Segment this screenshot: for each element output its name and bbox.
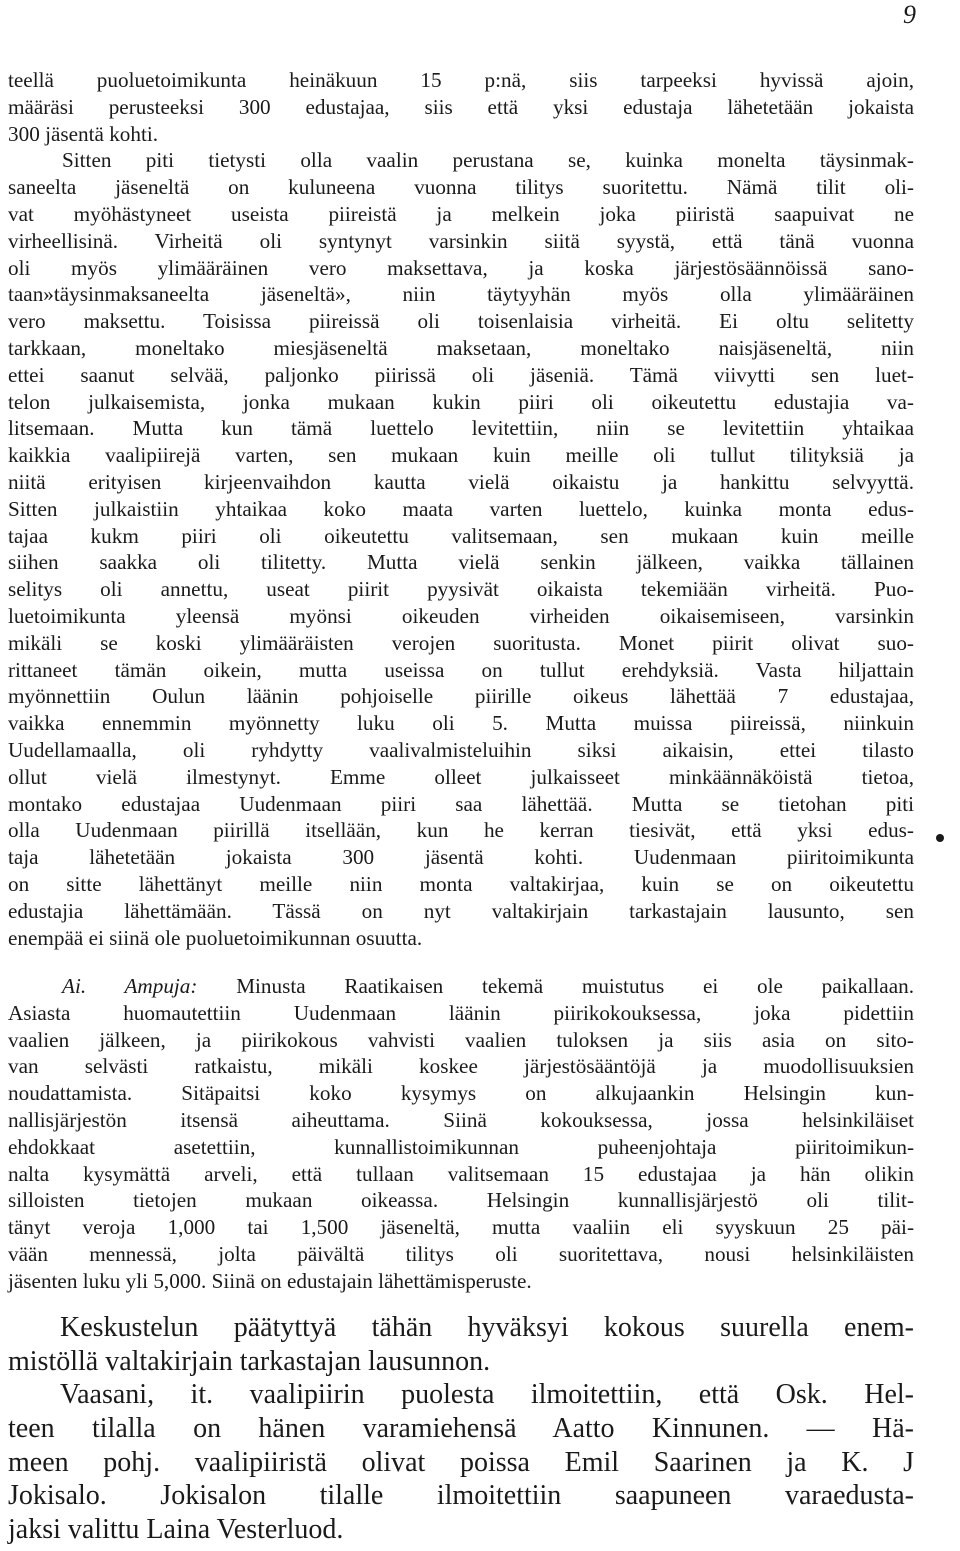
text-line: Asiasta huomautettiin Uudenmaan läänin piirikokouksessa, joka pidettiin — [8, 1000, 914, 1025]
text-line: vaikka ennemmin myönnetty luku oli 5. Mutta muissa piireissä, niinkuin — [8, 711, 914, 736]
text-line: vero maksettu. Toisissa piireissä oli toisenlaisia virheitä. Ei oltu selitetty — [8, 309, 914, 334]
text-line: jäsenten luku yli 5,000. Siinä on edustajain lähettämisperuste. — [8, 1268, 532, 1293]
text-line: olla Uudenmaan piirillä itsellään, kun he kerran tiesivät, että yksi edus- — [8, 818, 914, 843]
text-line: meen pohj. vaalipiiristä olivat poissa Emil Saarinen ja K. J — [8, 1446, 914, 1478]
text-line: van selvästi ratkaistu, mikäli koskee järjestösääntöjä ja muodollisuuksien — [8, 1054, 914, 1079]
text-line: niitä erityisen kirjeenvaihdon kautta vielä oikaistu ja hankittu selvyyttä. — [8, 469, 914, 494]
text-line: luetoimikunta yleensä myönsi oikeuden virheiden oikaisemiseen, varsinkin — [8, 603, 914, 628]
text-line: montako edustajaa Uudenmaan piiri saa lähettää. Mutta se tietohan piti — [8, 791, 914, 816]
text-line: Uudellamaalla, oli ryhdytty vaalivalmisteluihin siksi aikaisin, ettei tilasto — [8, 737, 914, 762]
text-line: taan»täysinmaksaneelta jäseneltä», niin täytyyhän myös olla ylimääräinen — [8, 282, 914, 307]
text-line: kaikkia vaalipiirejä varten, sen mukaan kuin meille oli tullut tilityksiä ja — [8, 443, 914, 468]
text-line: nalta kysymättä arveli, että tullaan valitsemaan 15 edustajaa ja hän olikin — [8, 1161, 914, 1186]
speaker-name: Ai. Ampuja: — [62, 974, 198, 998]
text-line: telon julkaisemista, jonka mukaan kukin piiri oli oikeutettu edustajia va- — [8, 389, 914, 414]
paragraph-ampuja-statement — [8, 973, 914, 1295]
text-line: virheellisinä. Virheitä oli syntynyt varsinkin siitä syystä, että tänä vuonna — [8, 228, 914, 253]
text-line: ehdokkaat asetettiin, kunnallistoimikunnan puheenjohtaja piiritoimikun- — [8, 1134, 914, 1159]
text-line: tajaa kukm piiri oli oikeutettu valitsemaan, sen mukaan kuin meille — [8, 523, 914, 548]
text-line: myönnettiin Oulun läänin pohjoiselle piirille oikeus lähettää 7 edustajaa, — [8, 684, 914, 709]
text-line: noudattamista. Sitäpaitsi koko kysymys on alkujaankin Helsingin kun- — [8, 1081, 914, 1106]
text-line: Jokisalo. Jokisalon tilalle ilmoitettiin saapuneen varaedusta- — [8, 1480, 914, 1512]
text-line: vaalien jälkeen, ja piirikokous vahvisti vaalien tuloksen ja siis asia on sito- — [8, 1027, 914, 1052]
speaker-line-text: Minusta Raatikaisen tekemä muistutus ei ole paikallaan. — [197, 974, 914, 998]
text-line: Sitten piti tietysti olla vaalin perustana se, kuinka monelta täysinmak- — [62, 148, 914, 173]
text-line: tarkkaan, moneltako miesjäseneltä maksetaan, moneltako naisjäseneltä, niin — [8, 335, 914, 360]
text-line: teellä puoluetoimikunta heinäkuun 15 p:nä, siis tarpeeksi hyvissä ajoin, — [8, 68, 914, 92]
text-line: oli myös ylimääräinen vero maksettava, ja koska järjestösäännöissä sano- — [8, 255, 914, 280]
paragraph-announcements — [8, 1378, 914, 1547]
text-line: ollut vielä ilmestynyt. Emme olleet julkaisseet minkäännäköistä tietoa, — [8, 764, 914, 789]
margin-dot — [936, 834, 944, 842]
text-line: mistöllä valtakirjain tarkastajan lausunnon. — [8, 1345, 491, 1377]
paragraph-report — [8, 67, 914, 951]
text-line: teen tilalla on hänen varamiehensä Aatto Kinnunen. — Hä- — [8, 1412, 914, 1444]
text-line: on sitte lähettänyt meille niin monta valtakirjaa, kuin se on oikeutettu — [8, 871, 914, 896]
text-line: edustajia lähettämään. Tässä on nyt valtakirjain tarkastajain lausunto, sen — [8, 898, 914, 923]
text-line: tänyt veroja 1,000 tai 1,500 jäseneltä, mutta vaaliin eli syyskuun 25 päi- — [8, 1215, 914, 1240]
text-line: jaksi valittu Laina Vesterluod. — [8, 1514, 344, 1546]
text-line: enempää ei siinä ole puoluetoimikunnan osuutta. — [8, 925, 423, 950]
text-line: mikäli se koski ylimääräisten verojen suoritusta. Monet piirit olivat suo- — [8, 630, 914, 655]
text-line: 300 jäsentä kohti. — [8, 121, 159, 146]
page-number: 9 — [903, 0, 916, 29]
text-line: Keskustelun päätyttyä tähän hyväksyi kokous suurella enem- — [60, 1312, 914, 1343]
paragraph-decision — [8, 1311, 914, 1379]
text-line: selitys oli annettu, useat piirit pyysivät oikaista tekemiään virheitä. Puo- — [8, 577, 914, 602]
text-line: ettei saanut selvää, paljonko piirissä oli jäseniä. Tämä viivytti sen luet- — [8, 362, 914, 387]
text-line: vään mennessä, jolta päivältä tilitys oli suoritettava, nousi helsinkiläisten — [8, 1241, 914, 1266]
text-line: rittaneet tämän oikein, mutta useissa on tullut erehdyksiä. Vasta hiljattain — [8, 657, 914, 682]
text-line: vat myöhästyneet useista piireistä ja melkein joka piiristä saapuivat ne — [8, 201, 914, 226]
text-line: siihen saakka oli tilitetty. Mutta vielä senkin jälkeen, vaikka tällainen — [8, 550, 914, 575]
text-line: litsemaan. Mutta kun tämä luettelo levitettiin, niin se levitettiin yhtaikaa — [8, 416, 914, 441]
text-line: nallisjärjestön itsensä aiheuttama. Siinä kokouksessa, jossa helsinkiläiset — [8, 1107, 914, 1132]
text-line: Sitten julkaistiin yhtaikaa koko maata varten luettelo, kuinka monta edus- — [8, 496, 914, 521]
speaker-line — [8, 973, 914, 1000]
text-line: silloisten tietojen mukaan oikeassa. Helsingin kunnallisjärjestö oli tilit- — [8, 1188, 914, 1213]
text-line: Vaasani, it. vaalipiirin puolesta ilmoitettiin, että Osk. Hel- — [60, 1379, 914, 1410]
text-line: taja lähetetään jokaista 300 jäsentä kohti. Uudenmaan piiritoimikunta — [8, 845, 914, 870]
text-line: määräsi perusteeksi 300 edustajaa, siis että yksi edustaja lähetetään jokaista — [8, 94, 914, 119]
text-line: saneelta jäseneltä on kuluneena vuonna tilitys suoritettu. Nämä tilit oli- — [8, 175, 914, 200]
